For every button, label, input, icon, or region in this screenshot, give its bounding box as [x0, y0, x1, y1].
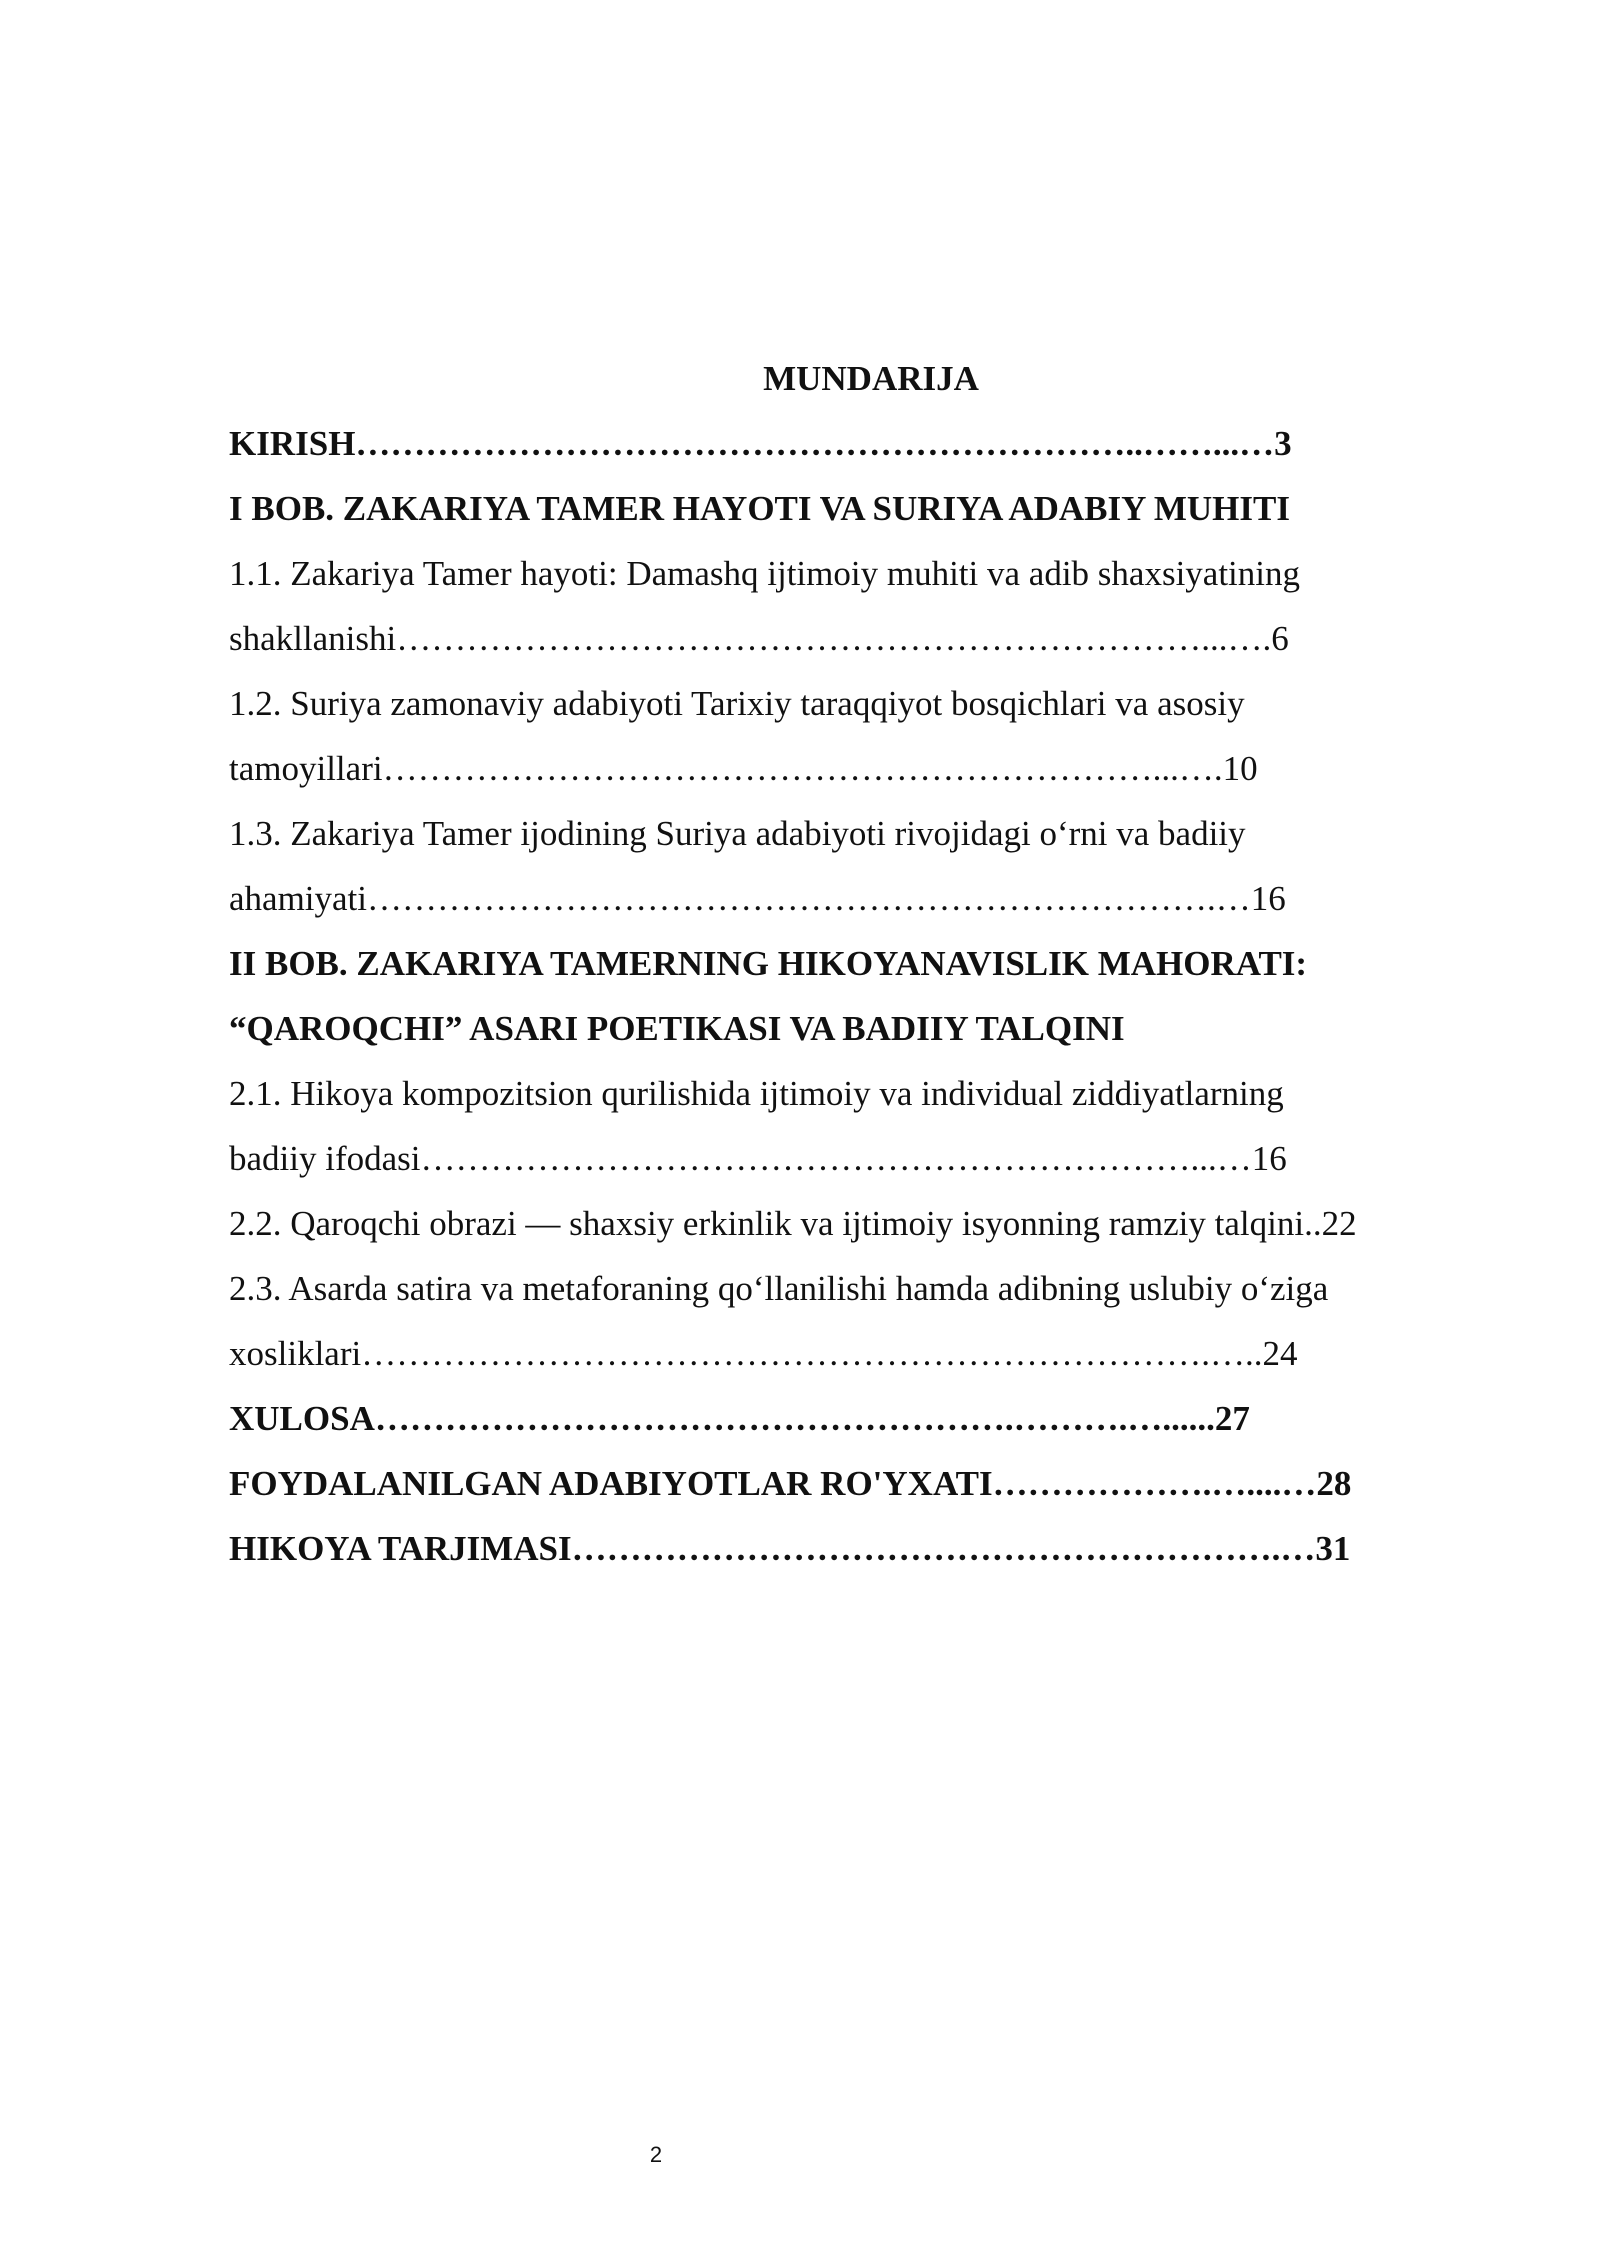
toc-section-2-3-line-2[interactable]: xosliklari……………………………………………………………….…..24: [229, 1334, 1298, 1373]
toc-section-1-1-line-1[interactable]: 1.1. Zakariya Tamer hayoti: Damashq ijtimoiy muhiti va adib shaxsiyatining: [229, 554, 1301, 593]
toc-section-2-1-line-1[interactable]: 2.1. Hikoya kompozitsion qurilishida ijtimoiy va individual ziddiyatlarning: [229, 1074, 1284, 1113]
toc-chapter-2-heading-line-1[interactable]: II BOB. ZAKARIYA TAMERNING HIKOYANAVISLIK MAHORATI:: [229, 944, 1308, 983]
toc-section-1-3-line-1[interactable]: 1.3. Zakariya Tamer ijodining Suriya adabiyoti rivojidagi o‘rni va badiiy: [229, 814, 1246, 853]
toc-section-1-1-line-2[interactable]: shakllanishi……………………………………………………………...….6: [229, 619, 1289, 658]
toc-section-1-3-line-2[interactable]: ahamiyati……………………………………………………………….…16: [229, 879, 1286, 918]
toc-xulosa[interactable]: XULOSA……………………………………………….……….…......27: [229, 1399, 1250, 1438]
toc-section-2-2[interactable]: 2.2. Qaroqchi obrazi — shaxsiy erkinlik va ijtimoiy isyonning ramziy talqini..22: [229, 1204, 1357, 1243]
toc-section-2-3-line-1[interactable]: 2.3. Asarda satira va metaforaning qo‘llanilishi hamda adibning uslubiy o‘ziga: [229, 1269, 1329, 1308]
toc-story-translation[interactable]: HIKOYA TARJIMASI…………………………………………………….…31: [229, 1529, 1351, 1568]
toc-section-1-2-line-2[interactable]: tamoyillari…………………………………………………………...….10: [229, 749, 1258, 788]
table-of-contents: [229, 346, 1453, 1581]
page-number: 2: [649, 2142, 663, 2167]
toc-section-1-2-line-1[interactable]: 1.2. Suriya zamonaviy adabiyoti Tarixiy taraqqiyot bosqichlari va asosiy: [229, 684, 1245, 723]
toc-title: MUNDARIJA: [763, 359, 979, 398]
toc-chapter-2-heading-line-2[interactable]: “QAROQCHI” ASARI POETIKASI VA BADIIY TALQINI: [229, 1009, 1125, 1048]
toc-kirish[interactable]: KIRISH…………………………………………………………..……...…3: [229, 424, 1292, 463]
toc-section-2-1-line-2[interactable]: badiiy ifodasi…………………………………………………………...…16: [229, 1139, 1287, 1178]
toc-references[interactable]: FOYDALANILGAN ADABIYOTLAR RO'YXATI……………….…....…28: [229, 1464, 1352, 1503]
toc-chapter-1-heading[interactable]: I BOB. ZAKARIYA TAMER HAYOTI VA SURIYA ADABIY MUHITI: [229, 489, 1290, 528]
